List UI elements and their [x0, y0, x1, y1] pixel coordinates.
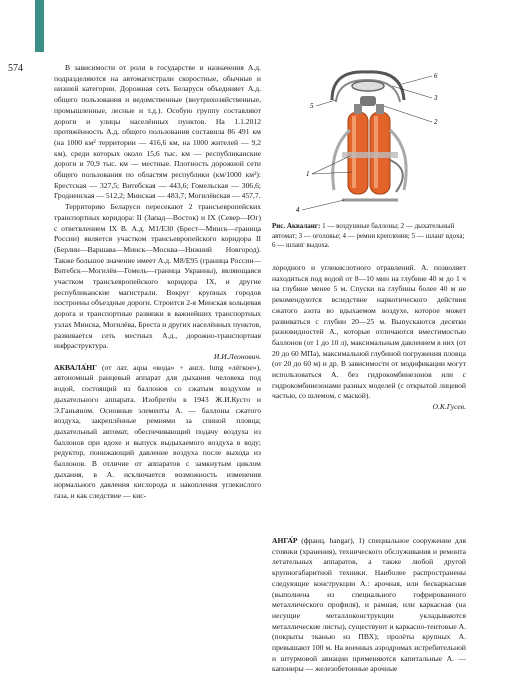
entry-hangar-text: (франц. hangar), 1) специальное сооружение для стоянки (хранения), технического обслуживания и ремонта летательных аппаратов, а также любой другой крупногабаритной техники. Наиболее распространены следующие конструкции А.: арочная, или бескаркасная (выполнена из специального гофрированного металлического профиля), и рамная, или каркасная (на несущие металлоконструкции укладываются металлические листы), существуют и каркасно-тентовые А. (покрыты тканью из ПВХ); пролёты крупных А. превышают 100 м. На военных аэродромах истребительной и штурмовой авиации применяются капитальные А. — капониры — железобетонные арочные [272, 536, 467, 674]
entry-aqualung-text: (от лат. aqua «вода» + англ. lung «лёгкое»), автономный ранцевый аппарат для дыхания человека под водой, состоящий из баллонов со сжатым воздухом и дыхательного аппарата. Изобретён в 1943 Ж.И.Кусто и Э.Ганьяном. Основные элементы А. — баллоны сжатого воздуха, закреплённые ремнями за спиной пловца; дыхательный автомат, обеспечивающий подачу воздуха из баллонов при вдохе и выпуск выдыхаемого воздуха в воду; редуктор, понижающий давление воздуха после выхода из баллонов. В отличие от аппаратов с замкнутым циклом дыхания, в А. исключается возможность изменения нормального давления кислорода и накопления углекислого газа, и как следствие — кис- [54, 362, 261, 501]
page-number: 574 [8, 63, 23, 74]
label-1: 1 [306, 170, 310, 178]
entry-hangar [272, 536, 466, 675]
label-2: 2 [434, 118, 438, 126]
paragraph-roads-classification: В зависимости от роли в государстве и назначения А.д. подразделяются на автомагистрали скоростные, обычные и низшей категории. Дорожная сеть Беларуси объединяет А.д. общего пользования и ведомственные (внутрихозяйственные, промышленные, лесные и т.д.). Особую группу составляют дороги и улицы населённых пунктов. На 1.1.2012 протяжённость А.д. общего пользования составила 86 491 км (на 1000 км² территории — 416,6 км, на 1000 жителей — 9,2 км), среди которых около 15,6 тыс. км — республиканские дороги и 70,9 тыс. км — местные. Плотность дорожной сети общего пользования по областям республики (км/1000 км²): Брестская — 327,5; Витебская — 443,6; Гомельская — 306,6; Гродненская — 512,2; Минская — 483,7; Могилёвская — 457,7. [54, 63, 261, 201]
right-column-top [272, 263, 466, 413]
paragraph-transport-corridors: Территорию Беларуси пересекают 2 трансъевропейских транспортных коридора: II (Запад—Восток) и IX (Север—Юг) с ответвлением IX B. А.д. М1/Е30 (Брест—Минск—граница России) является участком трансъевропейского коридора II (Берлин—Варшава—Минск—Москва—Нижний Новгород). Также большое значение имеет А.д. М8/Е95 (граница России—Витебск—Могилёв—Гомель—граница Украины), являющаяся участком трансъевропейского коридора IX, и другие республиканские магистрали. Вокруг крупных городов построены объездные дороги. Строится 2-я Минская кольцевая дорога и транспортные развязки в важнейших транспортных узлах Минска, Могилёва, Бреста и других населённых пунктов, развивается сеть местных А.д., дорожно-транспортная инфраструктура. [54, 202, 261, 351]
entry-aqualung [54, 363, 261, 502]
author-signature: И.И.Леонович. [213, 351, 261, 361]
author-signature-2: О.К.Гусев. [432, 402, 466, 412]
label-6: 6 [434, 72, 438, 80]
figure-caption [272, 222, 466, 251]
right-column-bottom [272, 536, 466, 675]
paragraph-aqualung-continued: лородного и углекислотного отравлений. А. позволяет находиться под водой от 8—10 мин на глубине 40 м до 1 ч на глубине менее 5 м. Спуски на глубины более 40 м не рекомендуются вследствие наркотического действия сжатого азота во вдыхаемом воздухе, которое может развиваться с глубин 20—25 м. Выпускаются десятки разновидностей А., которые отличаются вместимостью баллонов (от 1 до 10 л), максимальным давлением в них (от 20 до 60 МПа), максимальной глубиной погружения пловца (от 20 до 60 м) и др. В зависимости от модификации могут использоваться А. без гидрокомбинезонов или с гидрокомбинезонами разных моделей (с открытой лицевой частью, со шлемом, с маской). [272, 263, 466, 401]
page-accent-bar [35, 0, 44, 52]
caption-text: 1 — воздушные баллоны; 2 — дыхательный автомат; 3 — оголовье; 4 — ремни крепления; 5 — шланг вдоха; 6 — шланг выдоха. [272, 222, 465, 250]
caption-lead: Рис. Акваланг: [272, 222, 321, 230]
headword-aqualung: АКВАЛА́НГ [54, 362, 97, 372]
headword-hangar: АНГА́Р [272, 536, 298, 545]
aqualung-illustration [272, 60, 466, 218]
label-4: 4 [296, 206, 300, 214]
label-5: 5 [310, 102, 314, 110]
left-column [54, 63, 261, 502]
label-3: 3 [434, 94, 438, 102]
